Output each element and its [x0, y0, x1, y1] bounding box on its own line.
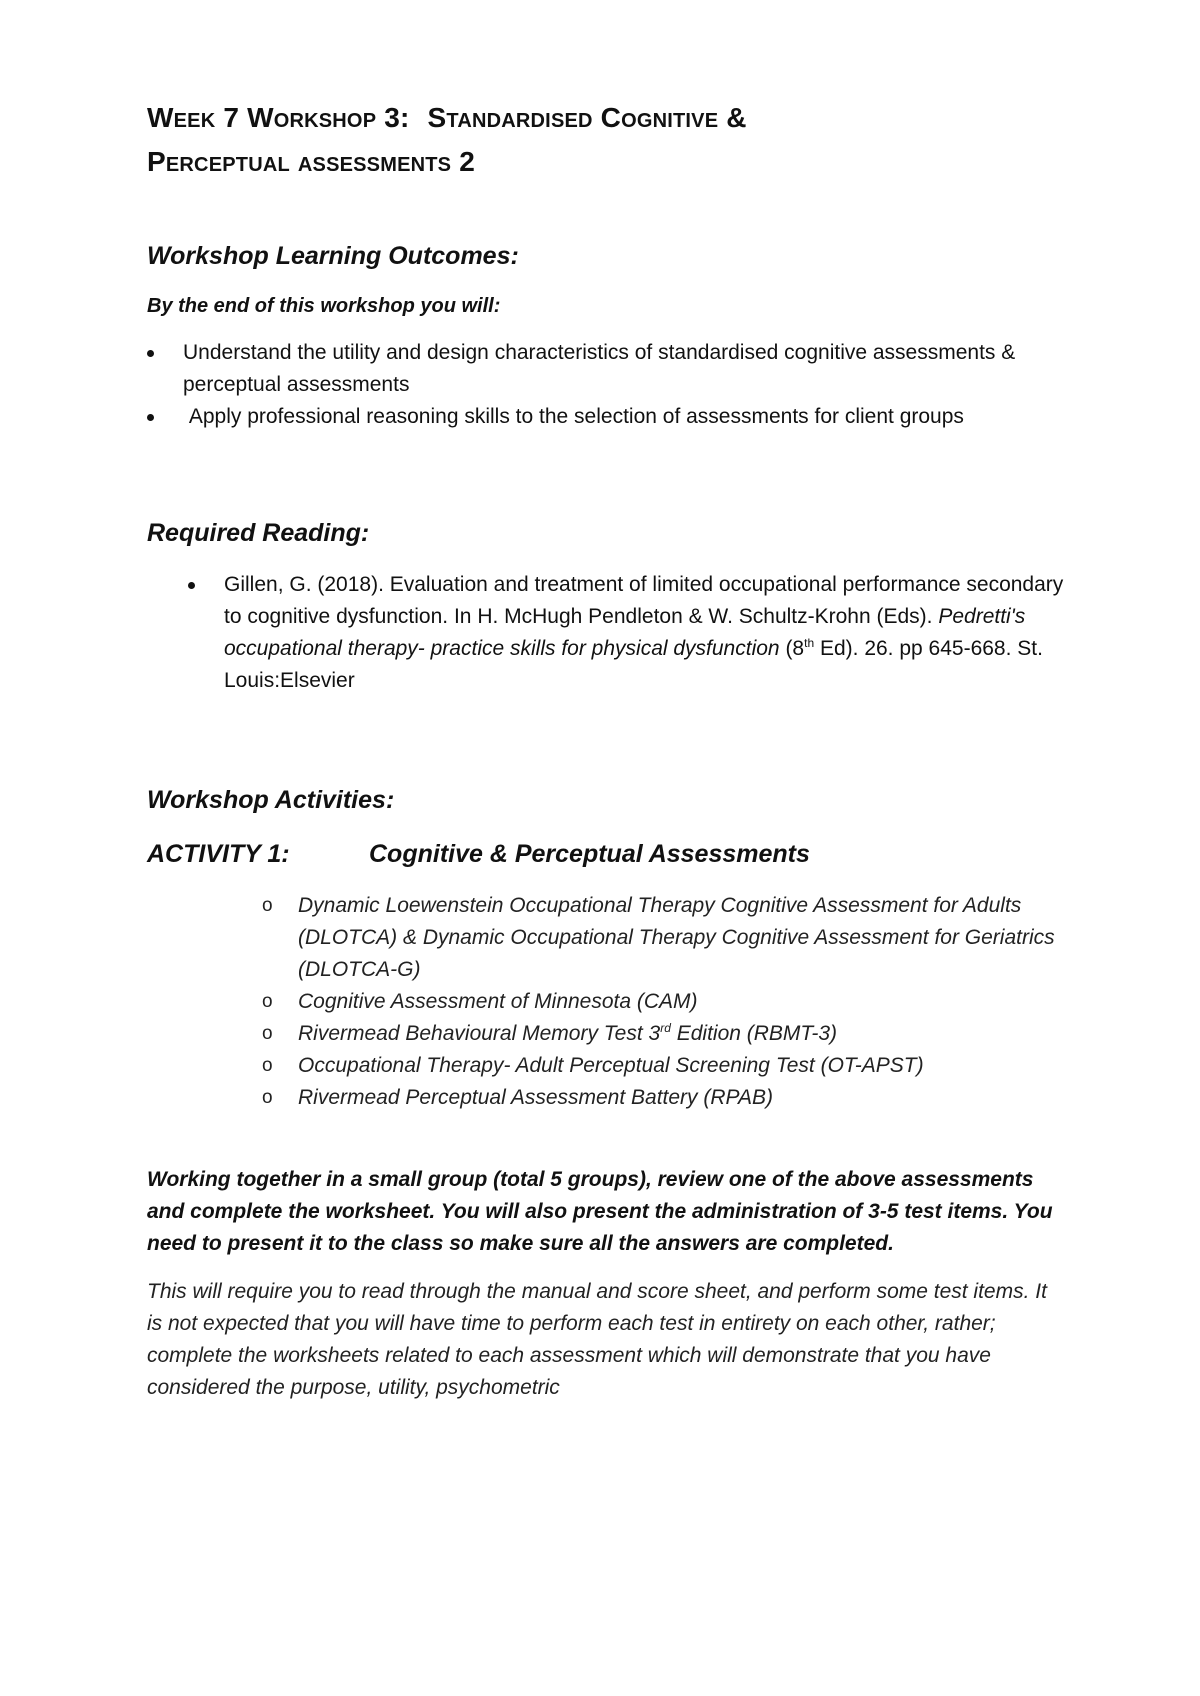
bullet-icon: o	[262, 991, 273, 1012]
bullet-icon: o	[262, 1023, 273, 1044]
workshop-activities-heading: Workshop Activities:	[147, 786, 395, 814]
title-week-workshop: Week 7 Workshop 3:	[147, 102, 410, 133]
activity-title: Cognitive & Perceptual Assessments	[369, 840, 810, 868]
bullet-icon	[188, 582, 195, 589]
title-topic-part2: Perceptual assessments 2	[147, 146, 475, 177]
list-item: o Dynamic Loewenstein Occupational Therapy Cognitive Assessment for Adults (DLOTCA) & Dynamic Occupational Therapy Cognitive Assessment for Geriatrics (DLOTCA-G)	[298, 890, 1067, 986]
list-item: o Rivermead Perceptual Assessment Battery (RPAB)	[298, 1082, 1067, 1114]
bullet-icon	[147, 350, 154, 357]
book-title: Pedretti's occupational therapy- practice skills for physical dysfunction	[224, 605, 1026, 660]
list-item: o Rivermead Behavioural Memory Test 3rd Edition (RBMT-3)	[298, 1018, 1067, 1050]
learning-outcomes-list	[183, 337, 1067, 433]
title-topic-part1: Standardised Cognitive &	[427, 102, 747, 133]
activity-1-heading	[147, 838, 1067, 870]
list-item: Understand the utility and design characteristics of standardised cognitive assessments & perceptual assessments	[183, 337, 1067, 401]
learning-outcomes-intro: By the end of this workshop you will:	[147, 295, 501, 317]
bullet-icon: o	[262, 1055, 273, 1076]
document-content	[147, 96, 1067, 1404]
required-reading-heading: Required Reading:	[147, 519, 370, 547]
list-item: Apply professional reasoning skills to the selection of assessments for client groups	[183, 401, 1067, 433]
bullet-icon: o	[262, 895, 273, 916]
activity-number: ACTIVITY 1:	[147, 840, 290, 868]
learning-outcomes-heading: Workshop Learning Outcomes:	[147, 242, 519, 270]
list-item: o Cognitive Assessment of Minnesota (CAM)	[298, 986, 1067, 1018]
activity-note: This will require you to read through the manual and score sheet, and perform some test items. It is not expected that you will have time to perform each test in entirety on each other, rather; complete the worksheets related to each assessment which will demonstrate that you have considered the purpose, utility, psychometric	[147, 1280, 1047, 1399]
required-reading-list	[224, 569, 1067, 697]
bullet-icon: o	[262, 1087, 273, 1108]
activity-instruction: Working together in a small group (total 5 groups), review one of the above assessments and complete the worksheet. You will also present the administration of 3-5 test items. You need to present it to the class so make sure all the answers are completed.	[147, 1168, 1053, 1255]
page-title	[147, 96, 1067, 184]
reading-reference: Gillen, G. (2018). Evaluation and treatment of limited occupational performance secondary to cognitive dysfunction. In H. McHugh Pendleton & W. Schultz-Krohn (Eds). Pedretti's occupational therapy- practice skills for physical dysfunction (8th Ed). 26. pp 645-668. St. Louis:Elsevier	[224, 569, 1067, 697]
bullet-icon	[147, 414, 154, 421]
assessment-list	[262, 890, 1067, 1114]
list-item: o Occupational Therapy- Adult Perceptual Screening Test (OT-APST)	[298, 1050, 1067, 1082]
